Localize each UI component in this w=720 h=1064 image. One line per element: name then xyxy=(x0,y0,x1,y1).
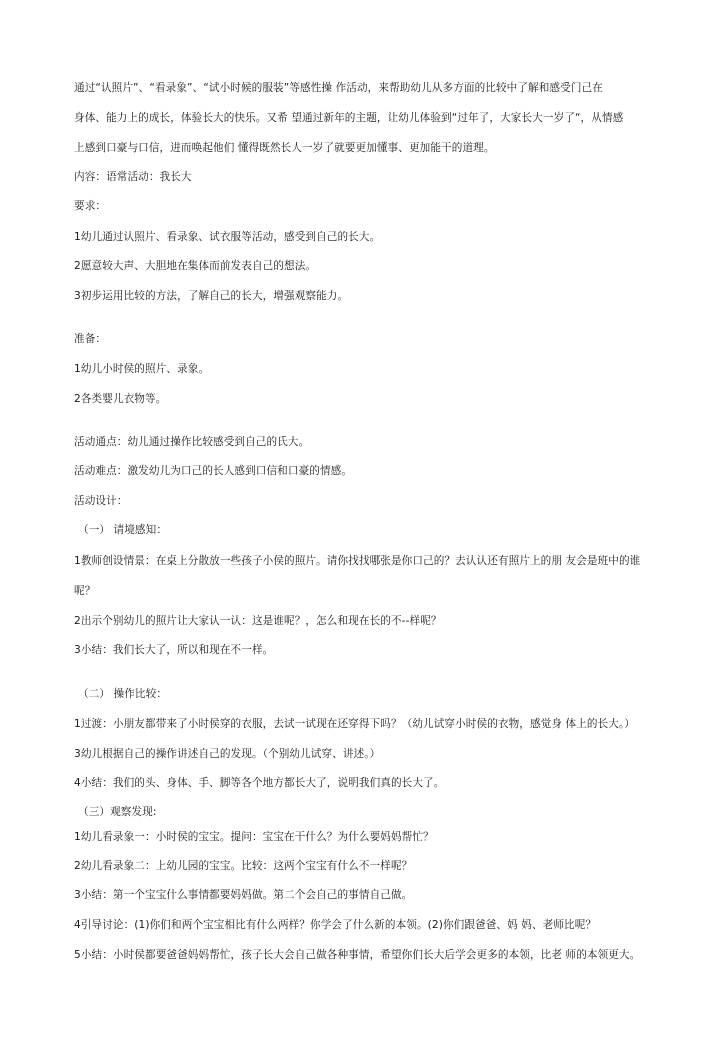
preparation-heading: 准备： xyxy=(74,333,107,345)
section-1-item-3: 3小结：我们长大了，所以和现在不一样。 xyxy=(74,644,274,656)
difficulty-line: 活动难点：激发幼儿为口己的长人感到口信和口豪的情感。 xyxy=(74,465,353,477)
requirement-2: 2愿意较大声、大胆地在集体而前发表自己的想法。 xyxy=(74,260,317,272)
section-3-heading: （三）观察发现: xyxy=(78,806,157,818)
section-3-item-2: 2幼儿看录象二：上幼儿园的宝宝。比较：这两个宝宝有什么不一样呢？ xyxy=(74,860,413,872)
section-1-item-1-cont: 呢？ xyxy=(74,585,96,597)
design-heading: 活动设计： xyxy=(74,495,128,507)
section-2-item-3: 3幼儿根据自己的操作讲述自己的发现。（个别幼儿试穿、讲述。） xyxy=(74,748,381,760)
section-2-item-1: 1过渡：小朋友都带来了小时侯穿的衣服，去试一试现在还穿得下吗？（幼儿试穿小时侯的衣物，感觉身 体上的长大。） xyxy=(74,718,636,730)
section-3-item-3: 3小结：第一个宝宝什么事情都要妈妈做。第二个会自己的事情自己做。 xyxy=(74,889,413,901)
requirements-heading: 要求： xyxy=(74,200,107,212)
intro-line-1: 通过“认照片”、“看录象”、“试小时候的服装”等感性操 作活动，来帮助幼儿从多方面的比较中了解和感受门己在 xyxy=(74,82,603,94)
section-1-heading: （一） 请境感知： xyxy=(78,524,168,536)
section-1-item-1: 1教师创设情景：在桌上分散放一些孩子小侯的照片。请你找找哪张是你口己的？去认认还有照片上的朋 友会是班中的谁 xyxy=(74,555,641,567)
section-3-item-4: 4引导讨论：(1)你们和两个宝宝相比有什么两样？你学会了什么新的本领。(2)你们跟爸爸、妈 妈、老师比呢？ xyxy=(74,919,597,931)
preparation-2: 2各类婴儿衣物等。 xyxy=(74,393,167,405)
section-2-item-4: 4小结：我们的头、身体、手、脚等各个地方都长大了，说明我们真的长大了。 xyxy=(74,777,445,789)
section-1-item-2: 2出示个别幼儿的照片让大家认一认：这是谁呢？，怎么和现在长的不--样呢？ xyxy=(74,615,442,627)
section-3-item-1: 1幼儿看录象一：小时侯的宝宝。提问：宝宝在干什么？为什么要妈妈帮忙？ xyxy=(74,831,434,843)
key-point-line: 活动通点：幼儿通过操作比较感受到自己的氏大。 xyxy=(74,436,310,448)
requirement-1: 1幼儿通过认照片、看录象、试衣服等活动，感受到自己的长大。 xyxy=(74,231,381,243)
section-3-item-5: 5小结：小时侯都要爸爸妈妈帮忙，孩子长大会自己做各种事情，希望你们长大后学会更多的本领，比老 师的本领更大。 xyxy=(74,949,641,961)
requirement-3: 3初步运用比较的方法，了解自己的长大，增强观察能力。 xyxy=(74,290,349,302)
intro-line-2: 身体、能力上的成长，体验长大的快乐。又希 望通过新年的主题，让幼儿体验到“过年了，大家长大一岁了“，从情感 xyxy=(74,112,624,124)
intro-line-3: 上感到口豪与口信，进而唤起他们 懂得既然长人一岁了就要更加懂事、更加能干的道理。 xyxy=(74,142,495,154)
preparation-1: 1幼儿小时侯的照片、录象。 xyxy=(74,363,210,375)
content-line: 内容：语常活动：我长大 xyxy=(74,171,192,183)
section-2-heading: （二） 操作比较： xyxy=(78,688,168,700)
